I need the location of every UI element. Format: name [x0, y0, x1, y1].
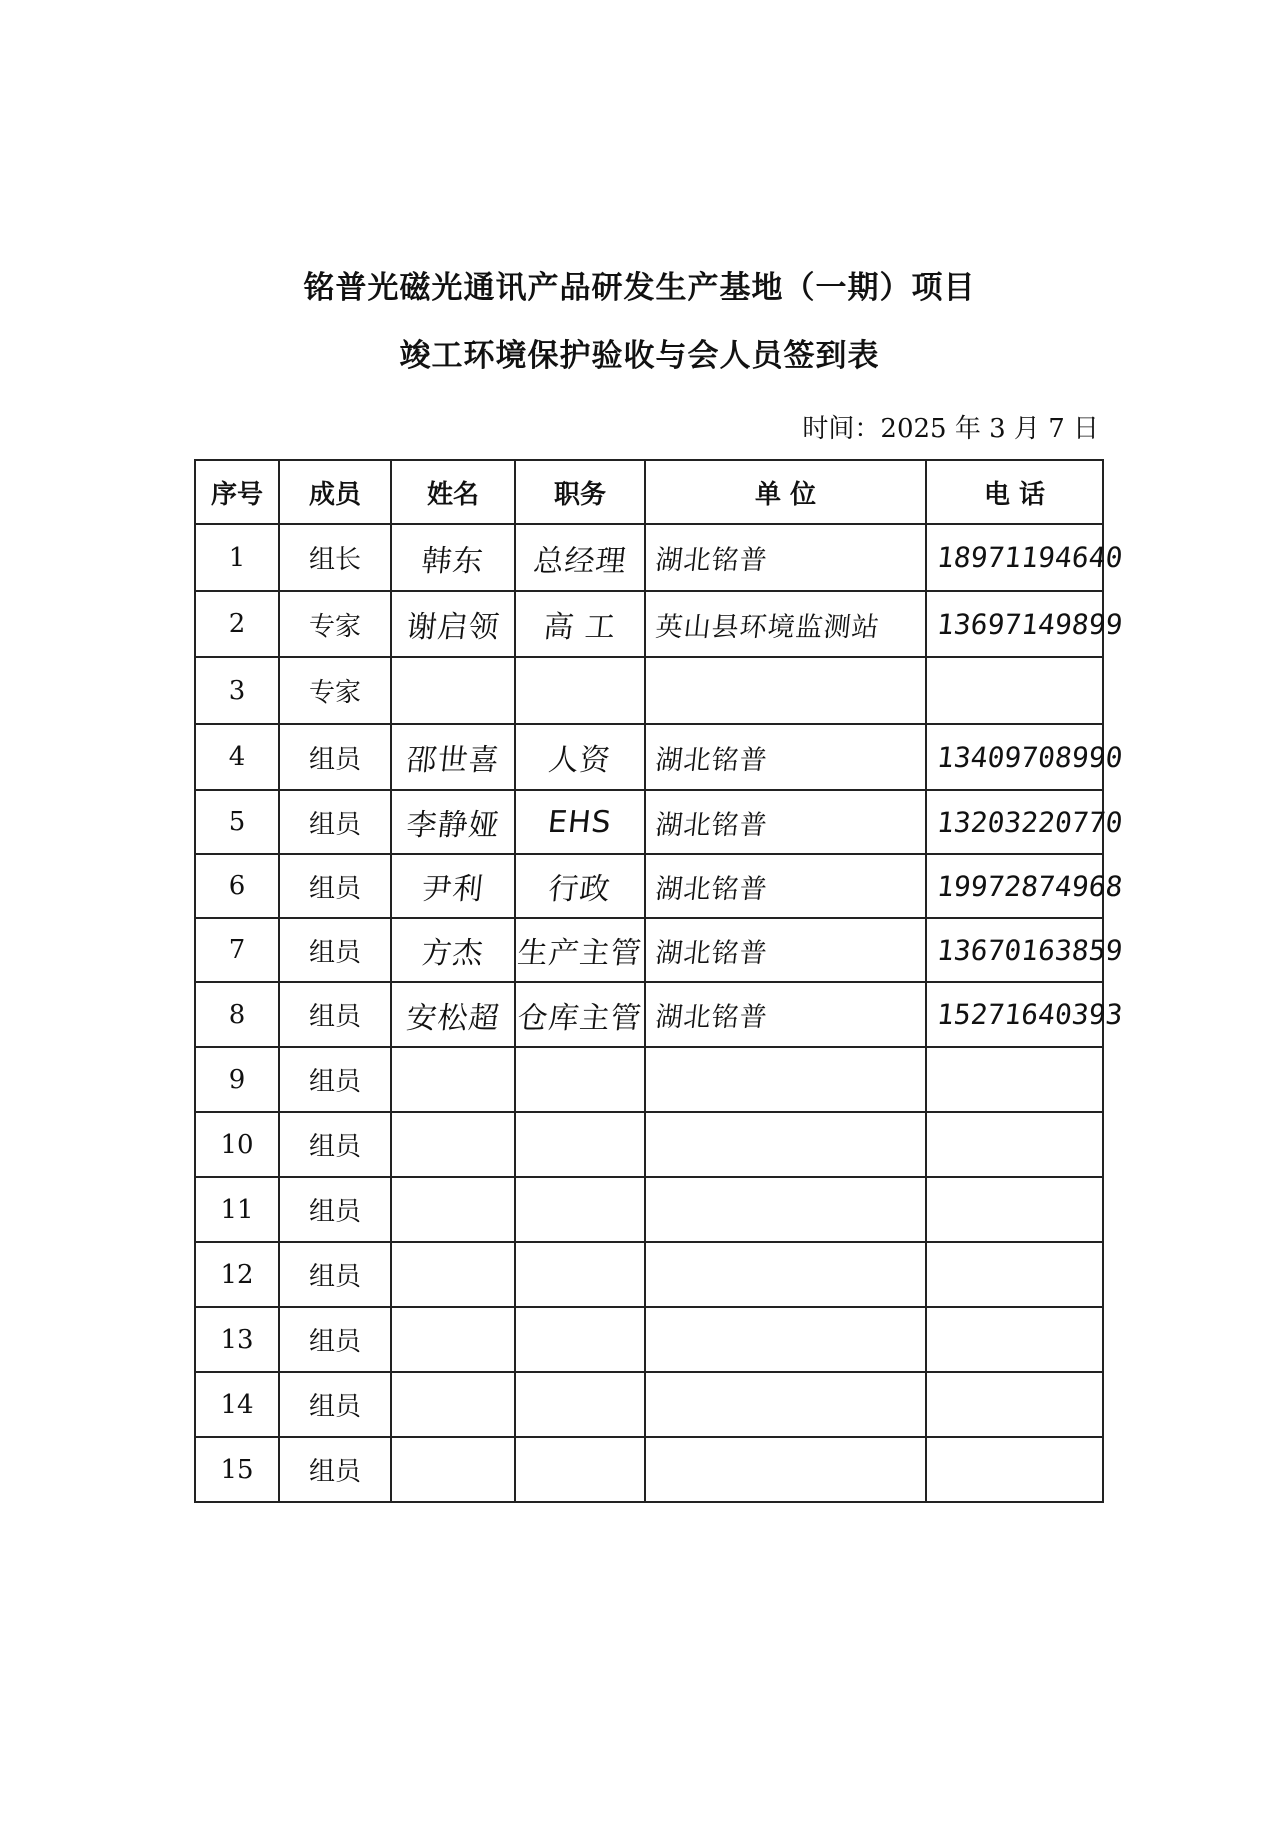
row-name-signature-cell [391, 1112, 515, 1177]
row-member-role-cell [279, 657, 391, 724]
row-phone: 13203220770 [935, 805, 1125, 839]
row-phone-cell [926, 982, 1125, 1047]
table-row [195, 854, 1103, 918]
row-index: 2 [228, 609, 246, 639]
row-index-cell [195, 524, 279, 591]
row-index-cell [195, 724, 279, 790]
row-index: 9 [228, 1064, 246, 1095]
row-member-role: 组员 [308, 1002, 361, 1032]
row-index: 10 [220, 1129, 254, 1160]
row-name-signature-cell [391, 918, 515, 982]
row-unit-cell [645, 1177, 926, 1242]
row-phone-cell [926, 524, 1125, 591]
document-title: 铭普光磁光通讯产品研发生产基地（一期）项目 [303, 270, 976, 306]
row-unit-cell [645, 790, 926, 854]
row-position-cell [515, 982, 645, 1047]
row-member-role: 组员 [308, 1067, 361, 1097]
row-index: 8 [228, 999, 246, 1030]
row-member-role: 组员 [308, 1327, 361, 1357]
row-name-signature-cell [391, 1177, 515, 1242]
row-unit: 湖北铭普 [654, 873, 770, 905]
row-position: 行政 [546, 872, 613, 907]
row-unit: 湖北铭普 [654, 937, 770, 969]
table-row [195, 1112, 1103, 1177]
row-unit-cell [645, 1307, 926, 1372]
table-header-row [195, 460, 1103, 524]
row-name-signature-cell [391, 524, 515, 591]
row-position: 高 工 [541, 610, 618, 645]
row-phone: 15271640393 [935, 998, 1125, 1031]
row-member-role: 专家 [308, 611, 361, 642]
row-member-role: 组员 [308, 744, 361, 775]
row-phone: 19972874968 [935, 869, 1125, 903]
row-name-signature: 安松超 [404, 1000, 501, 1036]
row-index-cell [195, 1242, 279, 1307]
row-phone-cell [926, 724, 1125, 790]
row-member-role: 组员 [308, 937, 361, 968]
row-index: 7 [228, 935, 246, 965]
row-phone-cell [926, 1112, 1103, 1177]
row-member-role-cell [279, 1242, 391, 1307]
table-row [195, 1242, 1103, 1307]
row-position: 总经理 [531, 543, 628, 579]
row-name-signature-cell [391, 1307, 515, 1372]
document-subtitle: 竣工环境保护验收与会人员签到表 [399, 338, 880, 374]
row-index: 1 [228, 542, 246, 573]
row-unit-cell [645, 1372, 926, 1437]
row-position-cell [515, 1177, 645, 1242]
row-position-cell [515, 657, 645, 724]
table-row [195, 657, 1103, 724]
table-row [195, 1307, 1103, 1372]
row-name-signature: 方杰 [419, 936, 486, 971]
row-index-cell [195, 790, 279, 854]
row-index-cell [195, 918, 279, 982]
row-member-role-cell [279, 1047, 391, 1112]
row-name-signature: 韩东 [419, 543, 486, 579]
row-name-signature-cell [391, 1372, 515, 1437]
row-position-cell [515, 1307, 645, 1372]
row-name-signature: 李静娅 [404, 808, 501, 843]
row-index-cell [195, 1177, 279, 1242]
row-member-role-cell [279, 591, 391, 657]
row-position-cell [515, 1112, 645, 1177]
row-index-cell [195, 982, 279, 1047]
row-name-signature-cell [391, 982, 515, 1047]
row-unit: 英山县环境监测站 [654, 611, 882, 643]
row-member-role-cell [279, 1372, 391, 1437]
row-position: 仓库主管 [515, 1000, 644, 1036]
row-name-signature-cell [391, 1242, 515, 1307]
row-unit-cell [645, 1112, 926, 1177]
row-member-role: 专家 [308, 678, 361, 708]
row-unit-cell [645, 1047, 926, 1112]
header-member: 成员 [279, 460, 391, 524]
row-member-role-cell [279, 854, 391, 918]
table-row [195, 790, 1103, 854]
table-row [195, 918, 1103, 982]
row-member-role: 组员 [308, 1197, 361, 1227]
row-index: 11 [220, 1194, 254, 1225]
row-phone-cell [926, 918, 1125, 982]
row-name-signature: 谢启领 [404, 610, 501, 645]
row-unit: 湖北铭普 [654, 809, 770, 841]
table-row [195, 1177, 1103, 1242]
sign-in-table [194, 459, 1125, 1503]
row-member-role-cell [279, 918, 391, 982]
row-name-signature-cell [391, 854, 515, 918]
row-unit-cell [645, 724, 926, 790]
row-phone-cell [926, 1307, 1103, 1372]
row-index: 15 [220, 1454, 254, 1485]
row-unit: 湖北铭普 [654, 545, 770, 576]
row-index: 14 [220, 1389, 254, 1420]
row-phone-cell [926, 1372, 1103, 1437]
row-member-role: 组长 [308, 545, 361, 575]
table-row [195, 724, 1103, 790]
row-member-role-cell [279, 1437, 391, 1502]
row-phone: 13670163859 [935, 933, 1125, 967]
row-member-role: 组员 [308, 1392, 361, 1422]
row-phone: 13697149899 [935, 607, 1125, 641]
row-unit-cell [645, 982, 926, 1047]
row-unit: 湖北铭普 [654, 1002, 770, 1033]
row-position-cell [515, 854, 645, 918]
header-name: 姓名 [391, 460, 515, 524]
sign-date: 时间：2025 年 3 月 7 日 [802, 414, 1099, 444]
row-member-role: 组员 [308, 1457, 361, 1487]
row-position: EHS [546, 804, 614, 840]
row-name-signature-cell [391, 1437, 515, 1502]
table-row [195, 982, 1103, 1047]
row-index-cell [195, 1112, 279, 1177]
row-phone-cell [926, 1177, 1103, 1242]
row-index: 6 [228, 871, 246, 901]
row-position-cell [515, 1242, 645, 1307]
header-index: 序号 [195, 460, 279, 524]
row-position-cell [515, 724, 645, 790]
table-row [195, 1047, 1103, 1112]
row-member-role-cell [279, 1307, 391, 1372]
row-index: 4 [228, 742, 246, 772]
row-phone-cell [926, 790, 1125, 854]
row-member-role: 组员 [308, 873, 361, 904]
row-unit-cell [645, 591, 926, 657]
row-phone-cell [926, 591, 1125, 657]
header-phone: 电 话 [926, 460, 1103, 524]
row-position-cell [515, 1372, 645, 1437]
header-unit: 单 位 [645, 460, 926, 524]
row-index: 3 [228, 675, 246, 706]
row-index-cell [195, 657, 279, 724]
row-index: 5 [228, 807, 246, 837]
row-index: 12 [220, 1259, 254, 1290]
row-unit-cell [645, 657, 926, 724]
row-name-signature: 尹利 [419, 872, 486, 907]
row-unit-cell [645, 1437, 926, 1502]
row-unit-cell [645, 854, 926, 918]
row-member-role-cell [279, 982, 391, 1047]
row-member-role-cell [279, 724, 391, 790]
header-position: 职务 [515, 460, 645, 524]
row-unit: 湖北铭普 [654, 744, 770, 776]
row-index-cell [195, 1307, 279, 1372]
row-position-cell [515, 1047, 645, 1112]
table-row [195, 591, 1103, 657]
row-name-signature: 邵世喜 [404, 743, 501, 778]
row-phone-cell [926, 854, 1125, 918]
row-position: 生产主管 [515, 936, 644, 971]
row-name-signature-cell [391, 591, 515, 657]
row-index-cell [195, 854, 279, 918]
row-member-role-cell [279, 790, 391, 854]
row-phone-cell [926, 1437, 1103, 1502]
row-phone: 13409708990 [935, 740, 1125, 774]
row-phone-cell [926, 1242, 1103, 1307]
row-index-cell [195, 1437, 279, 1502]
row-index-cell [195, 1047, 279, 1112]
table-row [195, 1437, 1103, 1502]
row-member-role: 组员 [308, 1132, 361, 1162]
row-position-cell [515, 591, 645, 657]
row-member-role: 组员 [308, 809, 361, 840]
row-unit-cell [645, 1242, 926, 1307]
row-member-role-cell [279, 524, 391, 591]
row-phone-cell [926, 657, 1103, 724]
row-position-cell [515, 918, 645, 982]
row-member-role-cell [279, 1177, 391, 1242]
table-row [195, 1372, 1103, 1437]
row-unit-cell [645, 918, 926, 982]
row-name-signature-cell [391, 790, 515, 854]
table-row [195, 524, 1103, 591]
row-name-signature-cell [391, 724, 515, 790]
row-position-cell [515, 1437, 645, 1502]
row-phone: 18971194640 [935, 541, 1125, 574]
row-unit-cell [645, 524, 926, 591]
row-index-cell [195, 591, 279, 657]
row-name-signature-cell [391, 657, 515, 724]
row-phone-cell [926, 1047, 1103, 1112]
row-position-cell [515, 524, 645, 591]
row-name-signature-cell [391, 1047, 515, 1112]
row-position-cell [515, 790, 645, 854]
row-position: 人资 [546, 743, 613, 778]
row-member-role: 组员 [308, 1262, 361, 1292]
row-index: 13 [220, 1324, 254, 1355]
row-member-role-cell [279, 1112, 391, 1177]
row-index-cell [195, 1372, 279, 1437]
